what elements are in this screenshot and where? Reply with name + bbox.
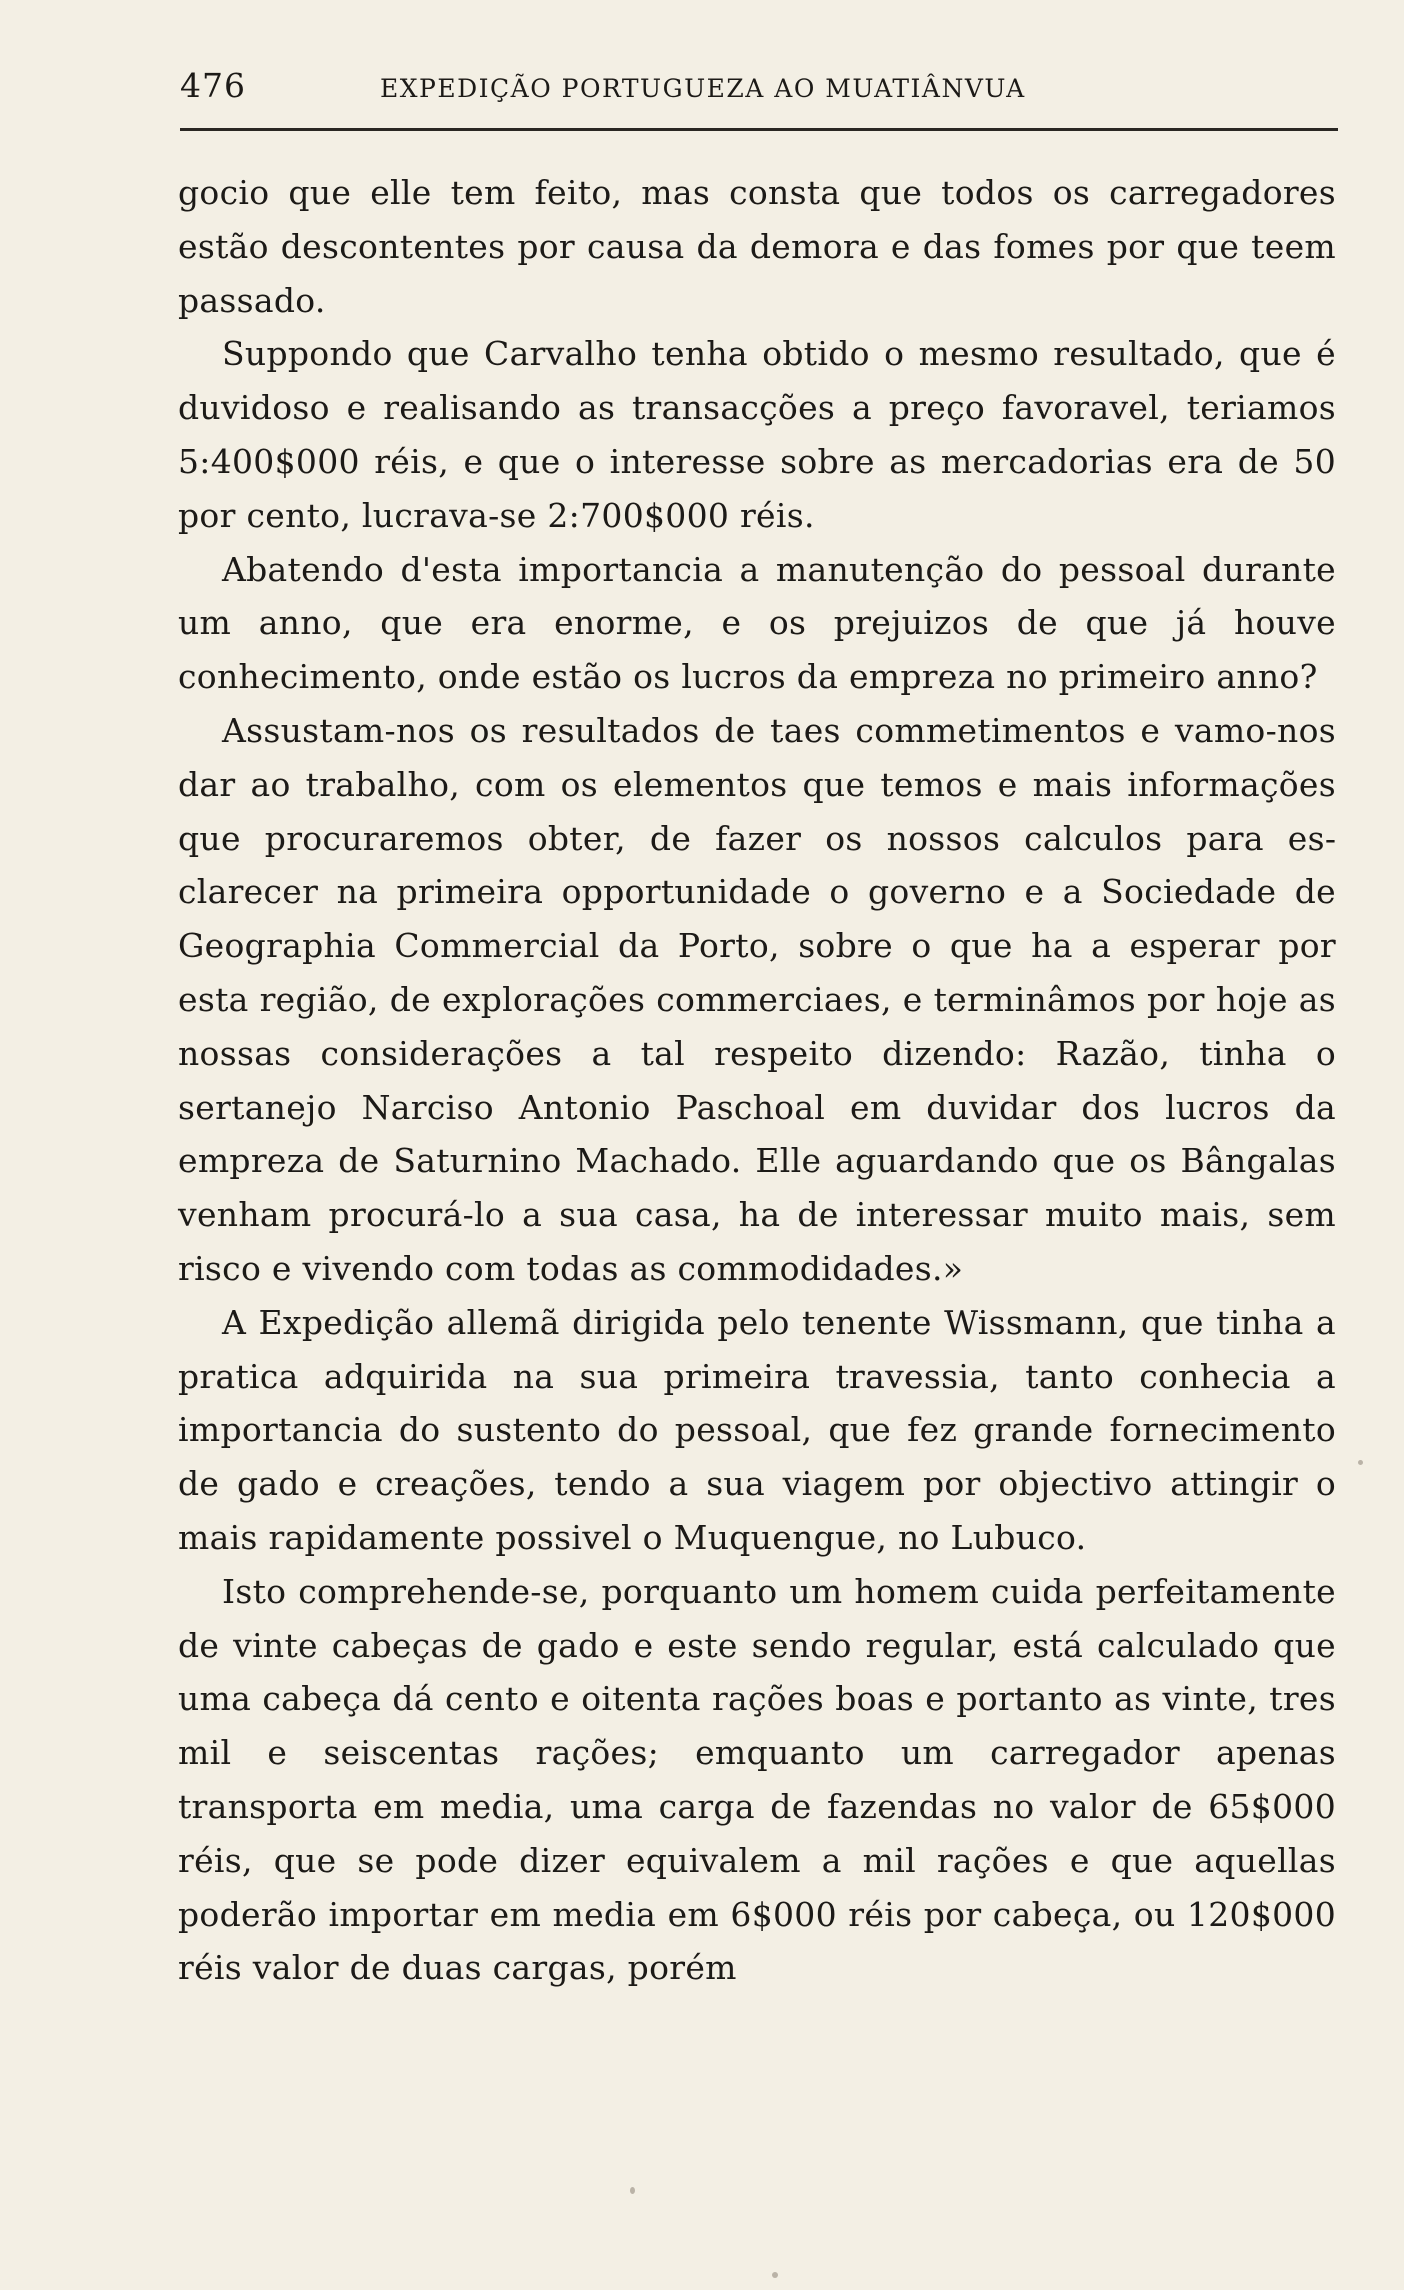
paragraph-1: gocio que elle tem feito, mas consta que todos os carregadores estão descontentes por causa da demora e das fomes por que teem passado. <box>178 173 1336 320</box>
paragraph-4: Assustam-nos os resultados de taes commetimentos e vamo-nos dar ao trabalho, com os elementos que temos e mais informações que procuraremos obter, de fazer os nossos calculos para esclarecer na primeira opportunidade o governo e a Sociedade de Geographia Commercial da Porto, sobre o que ha a esperar por esta região, de explorações commerciaes, e terminâmos por hoje as nossas considerações a tal respeito dizendo: Razão, tinha o sertanejo Narciso Antonio Paschoal em duvidar dos lucros da empreza de Saturnino Machado. Elle aguardando que os Bângalas venham procurá-lo a sua casa, ha de interessar muito mais, sem risco e vivendo com todas as commodidades.» <box>178 710 1336 1288</box>
paper-speck <box>772 2272 778 2278</box>
paragraph-3: Abatendo d'esta importancia a manutenção do pessoal durante um anno, que era enorme, e os prejuizos de que já houve conhecimento, onde estão os lucros da empreza no primeiro anno? <box>178 549 1336 697</box>
page-number: 476 <box>180 66 246 105</box>
header-rule <box>180 128 1338 131</box>
paragraph-6: Isto comprehende-se, porquanto um homem cuida perfeitamente de vinte cabeças de gado e este sendo regular, está calculado que uma cabeça dá cento e oitenta rações boas e portanto as vinte, tres mil e seiscentas rações; emquanto um carregador apenas transporta em media, uma carga de fazendas no valor de 65$000 réis, que se pode dizer equivalem a mil rações e que aquellas poderão importar em media em 6$000 réis por cabeça, ou 120$000 réis valor de duas cargas, porém <box>178 1571 1336 1988</box>
page-header <box>180 62 1332 122</box>
running-title: EXPEDIÇÃO PORTUGUEZA AO MUATIÂNVUA <box>380 74 1026 103</box>
paragraph-2: Suppondo que Carvalho tenha obtido o mesmo resultado, que é duvidoso e realisando as transacções a preço favoravel, teriamos 5:400$000 réis, e que o interesse sobre as mercadorias era de 50 por cento, lucrava-se 2:700$000 réis. <box>178 334 1336 535</box>
paper-speck <box>630 2187 635 2194</box>
paragraph-5: A Expedição allemã dirigida pelo tenente Wissmann, que tinha a pratica adquirida na sua primeira travessia, tanto conhecia a importancia do sustento do pessoal, que fez grande fornecimento de gado e creações, tendo a sua viagem por objectivo attingir o mais rapidamente possivel o Muquengue, no Lubuco. <box>178 1302 1336 1557</box>
paper-speck <box>1358 1460 1363 1465</box>
body-text <box>178 166 1336 1995</box>
